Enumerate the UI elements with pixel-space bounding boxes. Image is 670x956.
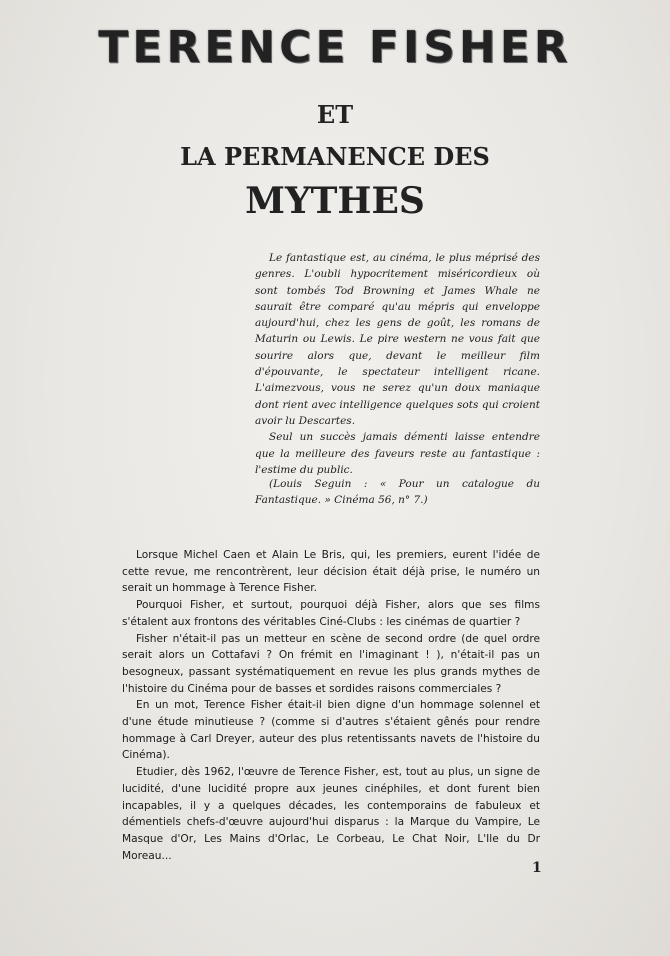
body-paragraph: En un mot, Terence Fisher était-il bien digne d'un hommage solennel et d'une étude minutieuse ? (comme si d'autres s'étaient gênés pour rendre hommage à Carl Dreyer, auteur des plus retentissants navets de l'histoire du Cinéma). bbox=[122, 699, 540, 762]
epigraph-paragraph: Le fantastique est, au cinéma, le plus méprisé des genres. L'oubli hypocritement miséricordieux où sont tombés Tod Browning et James Whale ne saurait être comparé qu'au mépris qui enveloppe aujourd'hui, chez les gens de goût, les romans de Maturin ou Lewis. Le pire western ne vous fait que sourire alors que, devant le meilleur film d'épouvante, le spectateur intelligent ricane. L'aimezvous, vous ne serez qu'un doux maniaque dont rient avec intelligence quelques sots qui croient avoir lu Descartes. bbox=[255, 252, 540, 427]
epigraph-paragraph: Seul un succès jamais démenti laisse entendre que la meilleure des faveurs reste au fantastique : l'estime du public. bbox=[255, 431, 540, 476]
epigraph bbox=[255, 250, 540, 478]
article-subtitle: LA PERMANENCE DES bbox=[180, 142, 490, 171]
epigraph-citation: (Louis Seguin : « Pour un catalogue du Fantastique. » Cinéma 56, n° 7.) bbox=[255, 478, 540, 506]
body-paragraph: Etudier, dès 1962, l'œuvre de Terence Fisher, est, tout au plus, un signe de lucidité, d'une lucidité propre aux jeunes cinéphiles, et dont furent bien incapables, il y a quelques décades, les contemporains de fabuleux et démentiels chefs-d'œuvre aujourd'hui disparus : la Marque du Vampire, Le Masque d'Or, Les Mains d'Orlac, Le Corbeau, Le Chat Noir, L'Ile du Dr Moreau... bbox=[122, 766, 540, 862]
article-title: TERENCE FISHER bbox=[98, 22, 572, 73]
body-paragraph: Pourquoi Fisher, et surtout, pourquoi déjà Fisher, alors que ses films s'étalent aux frontons des véritables Ciné-Clubs : les cinémas de quartier ? bbox=[122, 599, 540, 628]
body-paragraph: Lorsque Michel Caen et Alain Le Bris, qui, les premiers, eurent l'idée de cette revue, me rencontrèrent, leur décision était déjà prise, le numéro un serait un hommage à Terence Fisher. bbox=[122, 549, 540, 595]
article-body bbox=[122, 547, 540, 864]
body-paragraph: Fisher n'était-il pas un metteur en scène de second ordre (de quel ordre serait alors un Cottafavi ? On frémit en l'imaginant ! ), n'était-il pas un besogneux, passant systématiquement en revue les plus grands mythes de l'histoire du Cinéma pour de basses et sordides raisons commerciales ? bbox=[122, 632, 540, 695]
article-subtitle-emphasis: MYTHES bbox=[245, 180, 425, 222]
title-conjunction: ET bbox=[316, 100, 354, 129]
page-number: 1 bbox=[532, 860, 542, 876]
